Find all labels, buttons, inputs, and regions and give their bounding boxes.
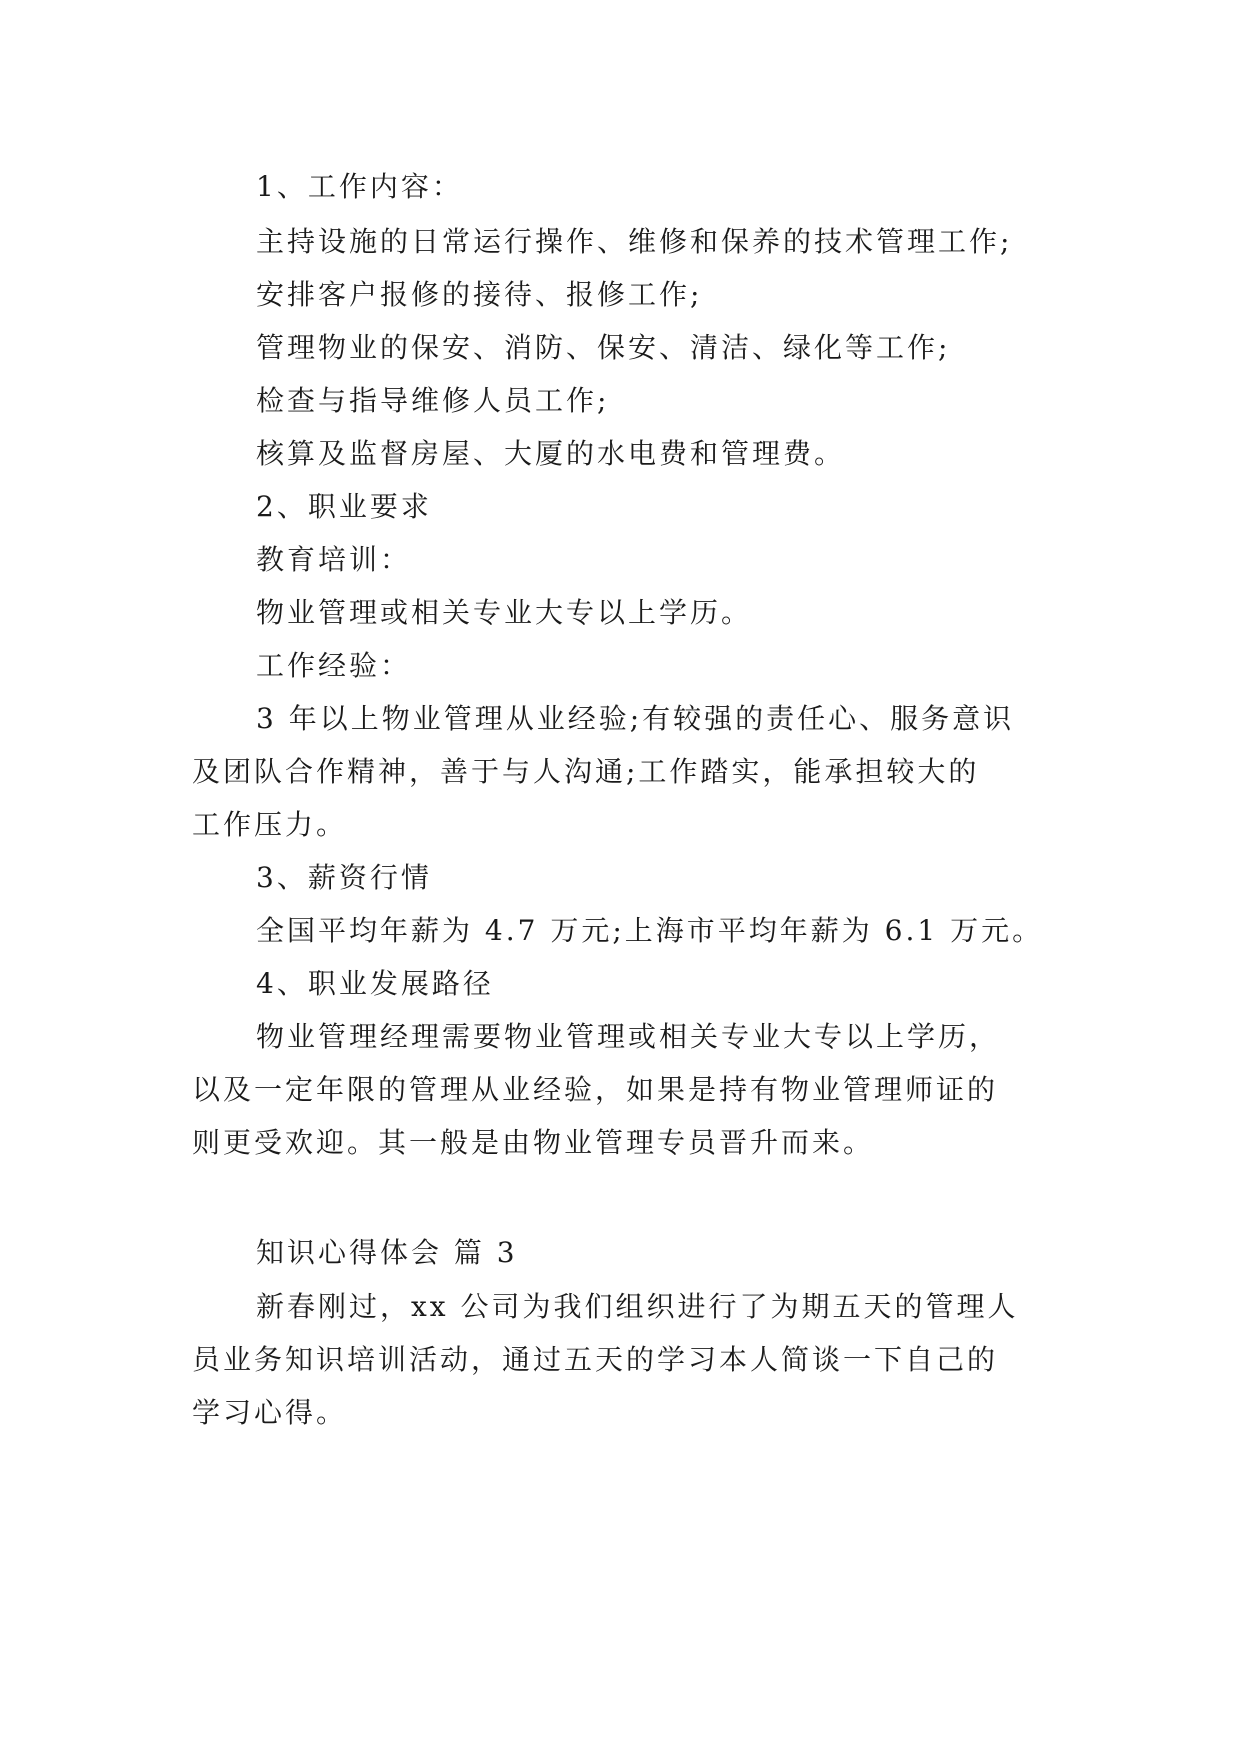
work-item: 主持设施的日常运行操作、维修和保养的技术管理工作; (256, 225, 1013, 258)
experience-line: 工作压力。 (192, 808, 348, 841)
section-heading-career-path: 4、职业发展路径 (256, 967, 494, 1000)
education-label: 教育培训： (256, 543, 412, 576)
article-line: 学习心得。 (192, 1396, 348, 1429)
education-text: 物业管理或相关专业大专以上学历。 (256, 596, 753, 629)
work-item: 核算及监督房屋、大厦的水电费和管理费。 (256, 437, 846, 470)
section-heading-work-content: 1、工作内容： (256, 170, 463, 203)
article-title: 知识心得体会 篇 3 (256, 1236, 518, 1269)
salary-text: 全国平均年薪为 4.7 万元;上海市平均年薪为 6.1 万元。 (256, 914, 1044, 947)
article-line: 员业务知识培训活动，通过五天的学习本人简谈一下自己的 (192, 1343, 999, 1376)
career-line: 则更受欢迎。其一般是由物业管理专员晋升而来。 (192, 1126, 875, 1159)
experience-line: 3 年以上物业管理从业经验;有较强的责任心、服务意识 (256, 702, 1015, 735)
work-item: 检查与指导维修人员工作; (256, 384, 610, 417)
article-line: 新春刚过，xx 公司为我们组织进行了为期五天的管理人 (256, 1290, 1019, 1323)
experience-label: 工作经验： (256, 649, 412, 682)
experience-line: 及团队合作精神，善于与人沟通;工作踏实，能承担较大的 (192, 755, 980, 788)
work-item: 管理物业的保安、消防、保安、清洁、绿化等工作; (256, 331, 951, 364)
section-heading-salary: 3、薪资行情 (256, 861, 432, 894)
section-heading-requirements: 2、职业要求 (256, 490, 432, 523)
career-line: 物业管理经理需要物业管理或相关专业大专以上学历， (256, 1020, 1001, 1053)
career-line: 以及一定年限的管理从业经验，如果是持有物业管理师证的 (192, 1073, 999, 1106)
work-item: 安排客户报修的接待、报修工作; (256, 278, 703, 311)
